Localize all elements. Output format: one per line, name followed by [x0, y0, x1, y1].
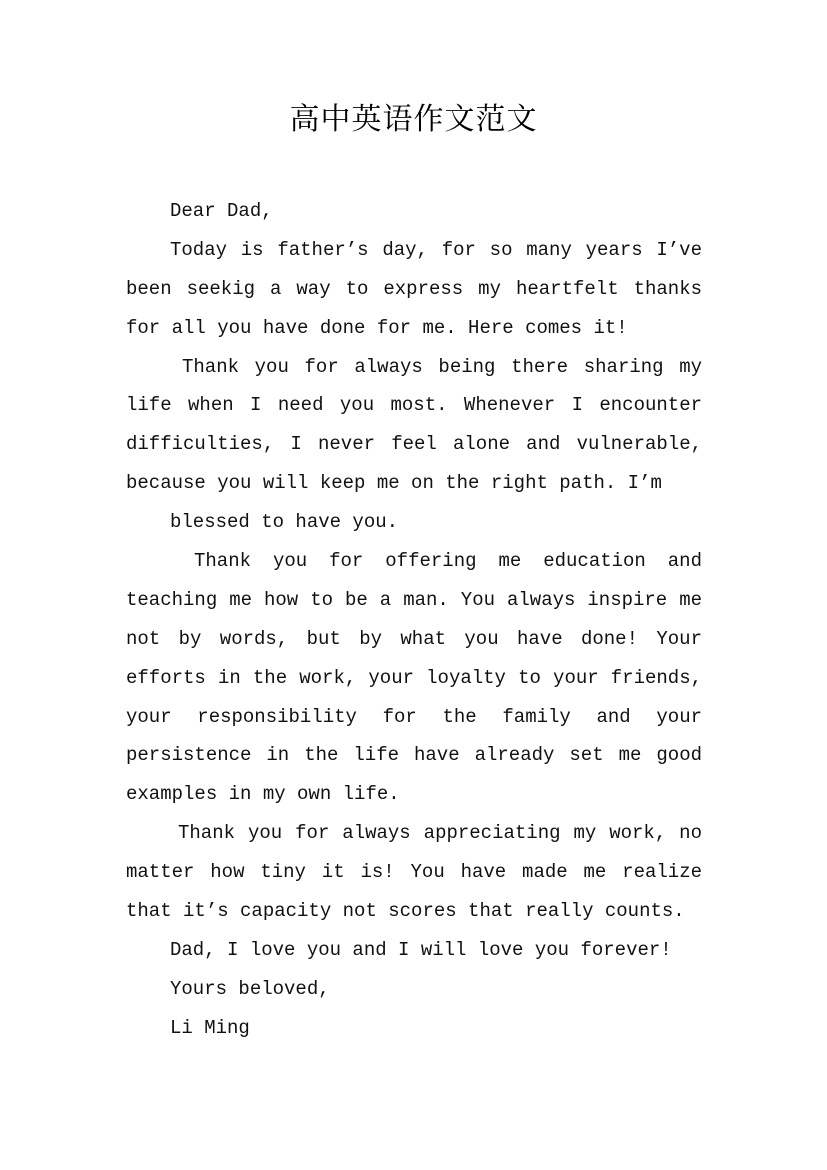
- signature-line: Li Ming: [170, 1016, 250, 1039]
- paragraph-line: Thank you for offering me education and: [194, 550, 702, 573]
- paragraph-line: that it’s capacity not scores that really counts.: [126, 900, 685, 923]
- paragraph-line: your responsibility for the family and your: [126, 705, 702, 728]
- paragraph-line: life when I need you most. Whenever I encounter: [126, 394, 702, 417]
- paragraph-line: matter how tiny it is! You have made me realize: [126, 861, 702, 884]
- paragraph-line: persistence in the life have already set me good: [126, 744, 702, 767]
- paragraph-line: efforts in the work, your loyalty to your friends,: [126, 666, 702, 689]
- paragraph-line: Thank you for always appreciating my work, no: [178, 822, 702, 845]
- paragraph-line: Thank you for always being there sharing my: [182, 355, 702, 378]
- paragraph-line: blessed to have you.: [170, 511, 399, 534]
- paragraph-line: not by words, but by what you have done! Your: [126, 627, 702, 650]
- paragraph-line: examples in my own life.: [126, 783, 400, 806]
- paragraph-line: been seekig a way to express my heartfelt thanks: [126, 277, 702, 300]
- letter-body: [126, 192, 702, 1048]
- paragraph-line: because you will keep me on the right path. I’m: [126, 472, 662, 495]
- closing-line: Yours beloved,: [170, 977, 330, 1000]
- paragraph-line: teaching me how to be a man. You always inspire me: [126, 588, 702, 611]
- salutation-line: Dear Dad,: [170, 200, 273, 222]
- paragraph-line: difficulties, I never feel alone and vulnerable,: [126, 433, 702, 456]
- paragraph-line: for all you have done for me. Here comes it!: [126, 316, 628, 339]
- paragraph-line: Dad, I love you and I will love you forever!: [170, 938, 672, 961]
- paragraph-line: Today is father’s day, for so many years I’ve: [170, 238, 702, 261]
- document-title: 高中英语作文范文: [289, 102, 538, 137]
